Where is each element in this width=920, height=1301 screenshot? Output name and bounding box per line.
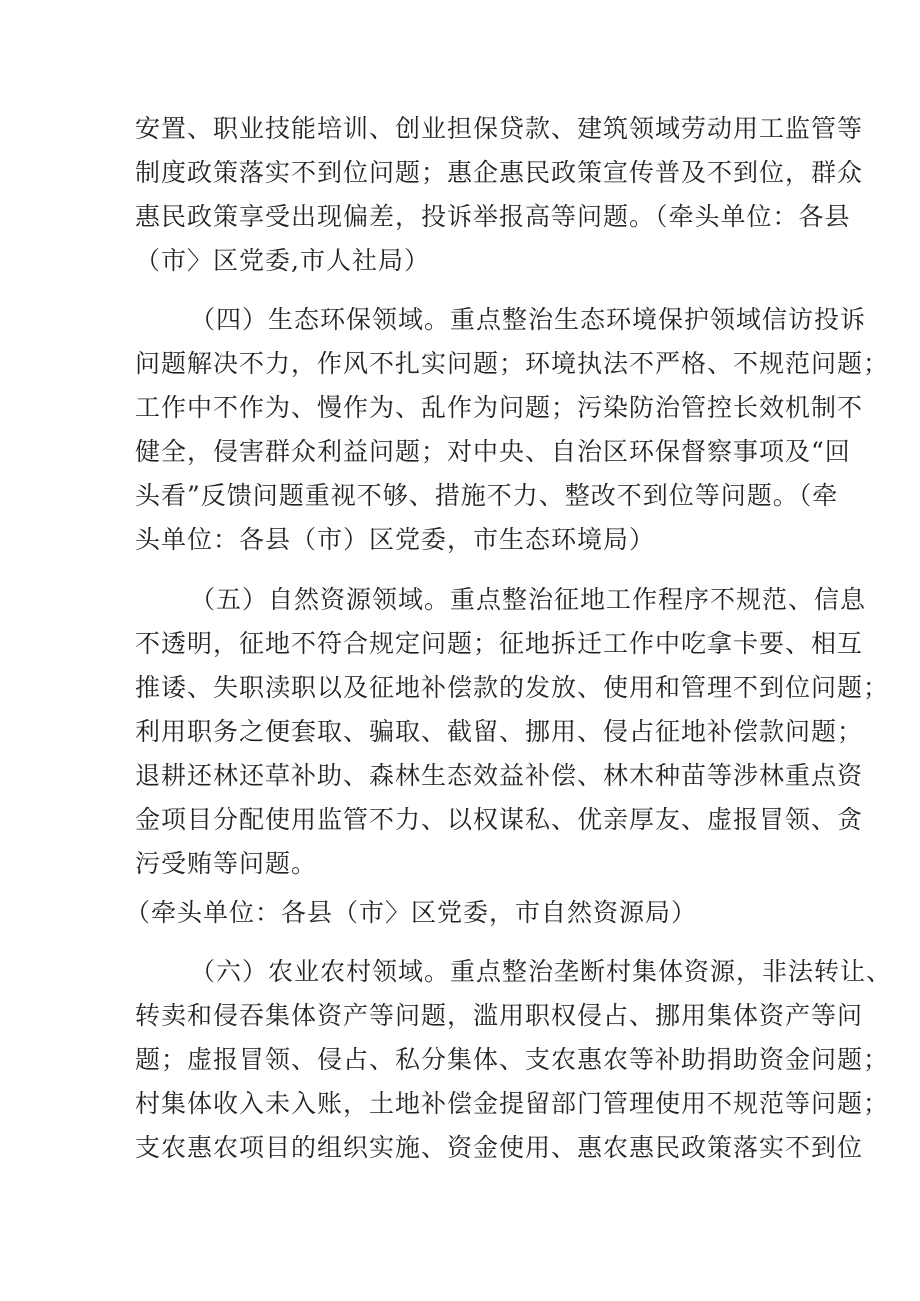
text-line: 村集体收入未入账，土地补偿金提留部门管理使用不规范等问题； bbox=[135, 1089, 890, 1118]
text-line: 题；虚报冒领、侵占、私分集体、支农惠农等补助捐助资金问题； bbox=[135, 1045, 890, 1074]
text-line: 健全，侵害群众利益问题；对中央、自治区环保督察事项及“回 bbox=[135, 437, 851, 466]
text-line: 金项目分配使用监管不力、以权谋私、优亲厚友、虚报冒领、贪 bbox=[135, 805, 864, 834]
text-line: 推诿、失职渎职以及征地补偿款的发放、使用和管理不到位问题； bbox=[135, 673, 890, 702]
text-line: 支农惠农项目的组织实施、资金使用、惠农惠民政策落实不到位 bbox=[135, 1133, 864, 1162]
paragraph-heading-line: （四）生态环保领域。重点整治生态环境保护领域信访投诉 bbox=[190, 305, 867, 334]
text-line: 惠民政策享受出现偏差，投诉举报高等问题。（牵头单位：各县 bbox=[135, 202, 851, 231]
text-line: 退耕还林还草补助、森林生态效益补偿、林木种苗等涉林重点资 bbox=[135, 761, 864, 790]
text-line: 工作中不作为、慢作为、乱作为问题；污染防治管控长效机制不 bbox=[135, 393, 864, 422]
text-line: 污受贿等问题。 bbox=[135, 849, 318, 878]
text-line: 问题解决不力，作风不扎实问题；环境执法不严格、不规范问题； bbox=[135, 349, 890, 378]
text-line: 不透明，征地不符合规定问题；征地拆迁工作中吃拿卡要、相互 bbox=[135, 629, 864, 658]
text-line: （市〉区党委,市人社局） bbox=[135, 246, 430, 275]
paragraph-heading-line: （六）农业农村领域。重点整治垄断村集体资源，非法转让、 bbox=[190, 957, 893, 986]
text-line: 利用职务之便套取、骗取、截留、挪用、侵占征地补偿款问题； bbox=[135, 717, 864, 746]
text-line: 头单位：各县（市）区党委，市生态环境局） bbox=[135, 525, 656, 554]
paragraph-heading-line: （五）自然资源领域。重点整治征地工作程序不规范、信息 bbox=[190, 585, 867, 614]
text-line: 转卖和侵吞集体资产等问题，滥用职权侵占、挪用集体资产等问 bbox=[135, 1001, 864, 1030]
lead-unit-note: （牵头单位：各县（市〉区党委，市自然资源局） bbox=[125, 898, 698, 927]
text-line: 制度政策落实不到位问题；惠企惠民政策宣传普及不到位，群众 bbox=[135, 158, 864, 187]
text-line: 头看”反馈问题重视不够、措施不力、整改不到位等问题。（牵 bbox=[135, 481, 839, 510]
text-line: 安置、职业技能培训、创业担保贷款、建筑领域劳动用工监管等 bbox=[135, 114, 864, 143]
